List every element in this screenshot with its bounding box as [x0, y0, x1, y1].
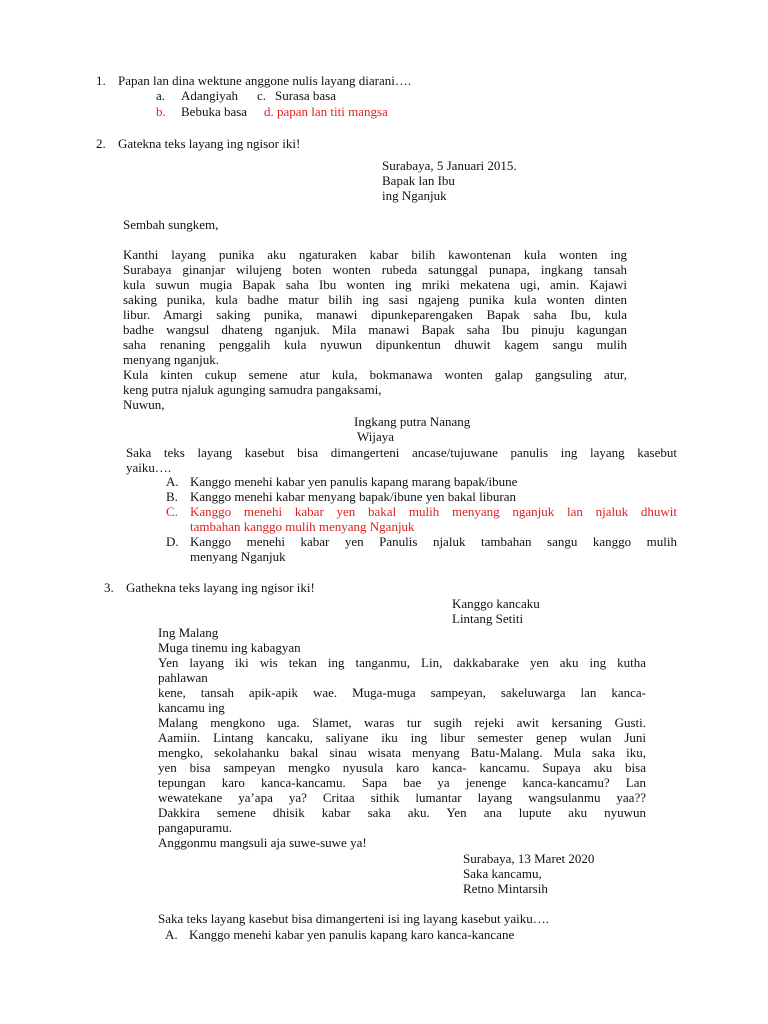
- q2-option-c-line: Kanggo menehi kabar yen bakal mulih menyang nganjuk lan njaluk dhuwit: [190, 504, 677, 519]
- q3-closing: [463, 851, 594, 896]
- q1-option-d-text: papan lan titi mangsa: [277, 104, 388, 119]
- q2-letter-header: [382, 158, 517, 203]
- q3-body-line: Aamiin. Lintang kancaku, saliyane iku ing libur semester genep wulan Juni: [158, 730, 646, 745]
- q1-option-a-mark: a.: [156, 88, 166, 103]
- q1-number: 1.: [96, 73, 106, 88]
- q3-closing-line: Surabaya, 13 Maret 2020: [463, 851, 595, 866]
- q2-number: 2.: [96, 136, 106, 151]
- q2-prompt: Gatekna teks layang ing ngisor iki!: [118, 136, 301, 151]
- q2-signature-line: Ingkang putra Nanang: [354, 414, 471, 429]
- q2-option-d-text: [190, 534, 677, 564]
- q2-letter-body: [123, 247, 627, 412]
- q3-body-line: tepungan karo kanca-kancamu. Sapa bae ya jenenge kanca-kancamu? Lan: [158, 775, 646, 790]
- q3-prompt: Gathekna teks layang ing ngisor iki!: [126, 580, 315, 595]
- q2-header-line: Bapak lan Ibu: [382, 173, 455, 188]
- q2-question: [126, 445, 677, 475]
- q3-body-line: wewatekane ya’apa ya? Critaa sithik lumantar layang wangsulanmu yaa??: [158, 790, 646, 805]
- q2-option-c-mark: C.: [166, 504, 178, 519]
- q2-option-a-mark: A.: [166, 474, 179, 489]
- q3-body-line: Yen layang iki wis tekan ing tanganmu, Lin, dakkabarake yen aku ing kutha: [158, 655, 646, 670]
- q1-option-c-text: Surasa basa: [275, 88, 337, 103]
- q3-header-line: Kanggo kancaku: [452, 596, 540, 611]
- q2-option-c-answer: [190, 504, 677, 534]
- q3-question: Saka teks layang kasebut bisa dimangerteni isi ing layang kasebut yaiku….: [158, 911, 549, 926]
- q2-option-d-mark: D.: [166, 534, 179, 549]
- q3-body-line: Muga tinemu ing kabagyan: [158, 640, 301, 655]
- q2-signature: [354, 414, 470, 444]
- q2-body-line: Kanthi layang punika aku ngaturaken kabar bilih kawontenan kula wonten ing: [123, 247, 627, 262]
- q2-option-d-line: menyang Nganjuk: [190, 549, 286, 564]
- q2-body-line: badhe wangsul dhateng nganjuk. Mila manawi Bapak saha Ibu pinuju kagungan: [123, 322, 627, 337]
- q3-header-line: Lintang Setiti: [452, 611, 524, 626]
- q3-body-line: kene, tansah apik-apik wae. Muga-muga sampeyan, sakeluwarga lan kanca-: [158, 685, 646, 700]
- q3-body-line: yen bisa sampeyan mengko nyusula karo kanca- kancamu. Supaya aku bisa: [158, 760, 646, 775]
- q2-body-line: keng putra njaluk agunging samudra pangaksami,: [123, 382, 382, 397]
- q2-greeting: Sembah sungkem,: [123, 217, 219, 232]
- q2-body-line: libur. Amargi saking punika, manawi dipunkeparengaken Bapak saha Ibu, kula: [123, 307, 627, 322]
- q3-body-line: mengko, sekolahanku bakal sinau wisata menyang Batu-Malang. Mula saka iku,: [158, 745, 646, 760]
- q2-body-line: Kula kinten cukup semene atur kula, bokmanawa wonten galap gangsuling atur,: [123, 367, 627, 382]
- q3-body-line: pangapuramu.: [158, 820, 233, 835]
- q1-option-b-text: Bebuka basa: [181, 104, 248, 119]
- q2-body-line: kula suwun mugia Bapak saha Ibu wonten ing mriki mekatena ugi, amin. Kajawi: [123, 277, 627, 292]
- q3-number: 3.: [104, 580, 114, 595]
- q2-signature-line: Wijaya: [357, 429, 395, 444]
- q1-option-d-mark: d.: [264, 104, 274, 119]
- q3-closing-line: Retno Mintarsih: [463, 881, 548, 896]
- q1-option-a-text: Adangiyah: [181, 88, 239, 103]
- q3-option-a-text: Kanggo menehi kabar yen panulis kapang karo kanca-kancane: [189, 927, 515, 942]
- q2-body-line: saking punika, kula badhe matur bilih ing sasi ngajeng punika kula wonten dinten: [123, 292, 627, 307]
- q3-option-a-mark: A.: [165, 927, 178, 942]
- q2-body-line: Nuwun,: [123, 397, 165, 412]
- q2-body-line: Surabaya ginanjar wilujeng boten wonten rubeda satunggal punapa, ingkang tansah: [123, 262, 627, 277]
- q1-question: Papan lan dina wektune anggone nulis layang diarani….: [118, 73, 412, 88]
- q3-body-line: Ing Malang: [158, 625, 219, 640]
- q2-question-line: Saka teks layang kasebut bisa dimangerteni ancase/tujuwane panulis ing layang kasebut: [126, 445, 677, 460]
- q3-letter-body: [158, 625, 646, 850]
- q3-body-line: Malang mengkono uga. Slamet, waras tur sugih rejeki awit kersaning Gusti.: [158, 715, 646, 730]
- q2-option-c-line: tambahan kanggo mulih menyang Nganjuk: [190, 519, 415, 534]
- q2-body-line: saha renaning penggalih kula nyuwun dipunkentun dhuwit kagem sangu mulih: [123, 337, 627, 352]
- q2-option-a-text: Kanggo menehi kabar yen panulis kapang marang bapak/ibune: [190, 474, 518, 489]
- q3-body-line: kancamu ing: [158, 700, 225, 715]
- q2-header-line: Surabaya, 5 Januari 2015.: [382, 158, 517, 173]
- q3-body-line: Anggonmu mangsuli aja suwe-suwe ya!: [158, 835, 367, 850]
- q1-option-c-mark: c.: [257, 88, 267, 103]
- q3-closing-line: Saka kancamu,: [463, 866, 542, 881]
- q2-body-line: menyang nganjuk.: [123, 352, 220, 367]
- q3-letter-header: [452, 596, 540, 626]
- q2-header-line: ing Nganjuk: [382, 188, 447, 203]
- q2-option-b-text: Kanggo menehi kabar menyang bapak/ibune yen bakal liburan: [190, 489, 516, 504]
- q1-option-d-answer: [264, 104, 388, 119]
- q3-body-line: Dakkira semene dhisik kabar saka aku. Yen ana lupute aku nyuwun: [158, 805, 646, 820]
- q2-option-b-mark: B.: [166, 489, 178, 504]
- q1-option-b-mark: b.: [156, 104, 166, 119]
- q2-option-d-line: Kanggo menehi kabar yen Panulis njaluk tambahan sangu kanggo mulih: [190, 534, 677, 549]
- q2-question-line: yaiku….: [126, 460, 172, 475]
- q3-body-line: pahlawan: [158, 670, 208, 685]
